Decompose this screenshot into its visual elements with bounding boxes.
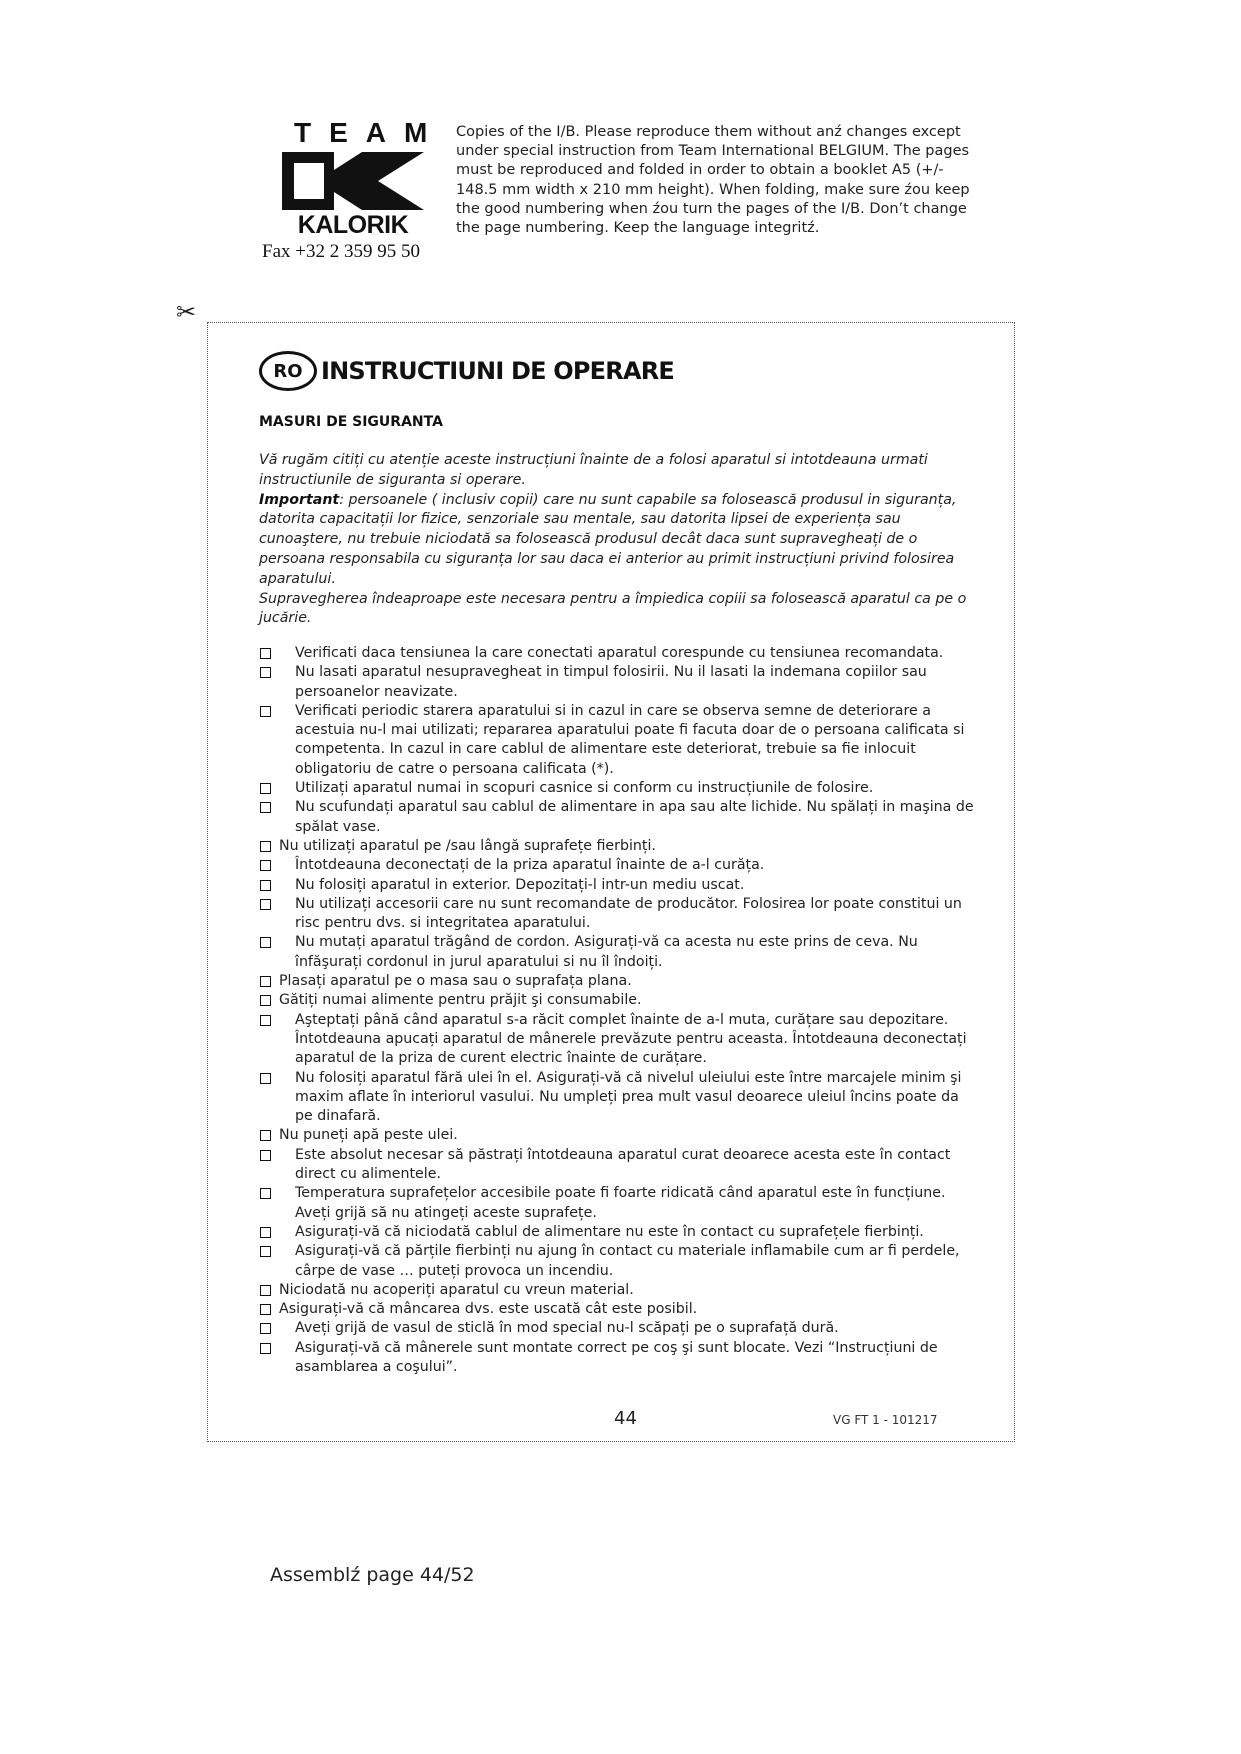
checkbox-icon bbox=[260, 1323, 271, 1334]
list-item: Este absolut necesar să păstrați întotdeauna aparatul curat deoarece acesta este în contact direct cu alimentele. bbox=[259, 1146, 981, 1185]
list-item: Aşteptați până când aparatul s-a răcit complet înainte de a-l muta, curățare sau depozitare. Întotdeauna apucați aparatul de mânerele prevӑzute pentru aceasta. Întotdeauna deconectați aparatul de la priza de curent electric înainte de curățare. bbox=[259, 1011, 981, 1069]
list-item: Asigurați-vă că mâncarea dvs. este uscată cât este posibil. bbox=[259, 1300, 981, 1319]
document-code: VG FT 1 - 101217 bbox=[833, 1413, 938, 1427]
important-text: : persoanele ( inclusiv copii) care nu sunt capabile sa foloseascӑ produsul in siguranța, datorita capacitații lor fizice, senzoriale sau mentale, sau datorita lipsei de experiența sau cunoaştere, nu trebuie niciodatӑ sa foloseascӑ produsul decât daca sunt supravegheați de o persoana responsabila cu siguranța lor sau daca ei anterior au primit instrucțiuni privind folosirea aparatului. bbox=[259, 491, 957, 587]
scissors-icon: ✂ bbox=[176, 298, 197, 326]
list-item: Asigurați-vă că părțile fierbinți nu ajung în contact cu materiale inflamabile cum ar fi perdele, cârpe de vase … puteți provoca un incendiu. bbox=[259, 1242, 981, 1281]
list-item: Nu mutați aparatul trӑgând de cordon. Asigurați-vӑ ca acesta nu este prins de ceva. Nu înfӑşurați cordonul in jurul aparatului si nu îl îndoiți. bbox=[259, 933, 981, 972]
list-item: Temperatura suprafețelor accesibile poate fi foarte ridicată când aparatul este în funcțiune. Aveți grijă să nu atingeți aceste suprafețe. bbox=[259, 1184, 981, 1223]
checkbox-icon bbox=[260, 899, 271, 910]
language-badge: RO bbox=[259, 351, 317, 391]
checkbox-icon bbox=[260, 937, 271, 948]
list-item: Niciodată nu acoperiți aparatul cu vreun material. bbox=[259, 1281, 981, 1300]
list-item: Întotdeauna deconectați de la priza aparatul înainte de a-l curӑța. bbox=[259, 856, 981, 875]
checkbox-icon bbox=[260, 976, 271, 987]
checkbox-icon bbox=[260, 1188, 271, 1199]
safety-intro bbox=[259, 451, 979, 629]
list-item: Nu folosiți aparatul fără ulei în el. Asigurați-vă că nivelul uleiului este între marcajele minim şi maxim aflate în interiorul vasului. Nu umpleți prea mult vasul deoarece uleiul încins poate da pe dinafară. bbox=[259, 1069, 981, 1127]
checkbox-icon bbox=[260, 995, 271, 1006]
intro-paragraph: Vă rugăm citiți cu atenție aceste instrucțiuni înainte de a folosi aparatul si intotdeauna urmati instructiunile de siguranta si operare. bbox=[259, 452, 928, 488]
list-item: Gӑtiți numai alimente pentru prӑjit şi consumabile. bbox=[259, 991, 981, 1010]
checkbox-icon bbox=[260, 1285, 271, 1296]
fax-number: Fax +32 2 359 95 50 bbox=[262, 241, 420, 262]
checkbox-icon bbox=[260, 1015, 271, 1026]
page-heading bbox=[259, 351, 674, 391]
list-item: Plasați aparatul pe o masa sau o suprafața plana. bbox=[259, 972, 981, 991]
checkbox-icon bbox=[260, 1246, 271, 1257]
logo-brand-text: KALORIK bbox=[297, 211, 409, 239]
assembly-page-label: Assemblź page 44/52 bbox=[270, 1564, 475, 1586]
important-paragraph bbox=[259, 491, 979, 590]
section-title: MASURI DE SIGURANTA bbox=[259, 414, 443, 430]
copy-instructions-note: Copies of the I/B. Please reproduce them without anź changes except under special instruction from Team International BELGIUM. The pages must be reproduced and folded in order to obtain a booklet A5 (+/- 148.5 mm width x 210 mm height). When folding, make sure źou keep the good numbering when źou turn the pages of the I/B. Don’t change the page numbering. Keep the language integritź. bbox=[456, 124, 970, 237]
list-item: Verificati periodic starera aparatului si in cazul in care se observa semne de deteriorare a acestuia nu-l mai utilizati; repararea aparatului poate fi facuta doar de o persoana calificata si competenta. In cazul in care cablul de alimentare este deteriorat, trebuie sa fie inlocuit obligatoriu de catre o persoana calificata (*). bbox=[259, 702, 981, 779]
list-item: Nu lasati aparatul nesupravegheat in timpul folosirii. Nu il lasati la indemana copiilor sau persoanelor neavizate. bbox=[259, 663, 981, 702]
important-label: Important bbox=[259, 491, 340, 508]
checkbox-icon bbox=[260, 1227, 271, 1238]
list-item: Nu utilizați accesorii care nu sunt recomandate de producӑtor. Folosirea lor poate constitui un risc pentru dvs. si integritatea aparatului. bbox=[259, 895, 981, 934]
list-item: Asigurați-vă că niciodată cablul de alimentare nu este în contact cu suprafețele fierbinți. bbox=[259, 1223, 981, 1242]
list-item: Utilizați aparatul numai in scopuri casnice si conform cu instrucțiunile de folosire. bbox=[259, 779, 981, 798]
supervision-paragraph: Supravegherea îndeaproape este necesara pentru a împiedica copiii sa foloseascӑ aparatul ca pe o jucӑrie. bbox=[259, 590, 967, 627]
checkbox-icon bbox=[260, 860, 271, 871]
logo-team-text: TEAM bbox=[294, 117, 446, 148]
checkbox-icon bbox=[260, 783, 271, 794]
list-item: Aveți grijă de vasul de sticlă în mod special nu-l scăpați pe o suprafață dură. bbox=[259, 1319, 981, 1338]
checkbox-icon bbox=[260, 1150, 271, 1161]
list-item: Verificati daca tensiunea la care conectati aparatul corespunde cu tensiunea recomandata. bbox=[259, 644, 981, 663]
checkbox-icon bbox=[260, 667, 271, 678]
list-item: Nu folosiți aparatul in exterior. Depozitați-l intr-un mediu uscat. bbox=[259, 876, 981, 895]
checkbox-icon bbox=[260, 1130, 271, 1141]
checkbox-icon bbox=[260, 706, 271, 717]
page-number: 44 bbox=[614, 1408, 637, 1429]
safety-rules-list bbox=[259, 644, 981, 1377]
page-title: INSTRUCTIUNI DE OPERARE bbox=[321, 357, 675, 385]
list-item: Nu puneți apă peste ulei. bbox=[259, 1126, 981, 1145]
checkbox-icon bbox=[260, 802, 271, 813]
checkbox-icon bbox=[260, 1304, 271, 1315]
checkbox-icon bbox=[260, 841, 271, 852]
team-kalorik-logo bbox=[276, 117, 446, 239]
checkbox-icon bbox=[260, 880, 271, 891]
checkbox-icon bbox=[260, 648, 271, 659]
list-item: Nu scufundați aparatul sau cablul de alimentare in apa sau alte lichide. Nu spӑlați in maşina de spӑlat vase. bbox=[259, 798, 981, 837]
kalorik-k-mark-icon bbox=[282, 152, 424, 210]
checkbox-icon bbox=[260, 1343, 271, 1354]
checkbox-icon bbox=[260, 1073, 271, 1084]
list-item: Asigurați-vă că mânerele sunt montate correct pe coş şi sunt blocate. Vezi “Instrucțiuni de asamblarea a coşului”. bbox=[259, 1339, 981, 1378]
list-item: Nu utilizați aparatul pe /sau lângӑ suprafețe fierbinți. bbox=[259, 837, 981, 856]
